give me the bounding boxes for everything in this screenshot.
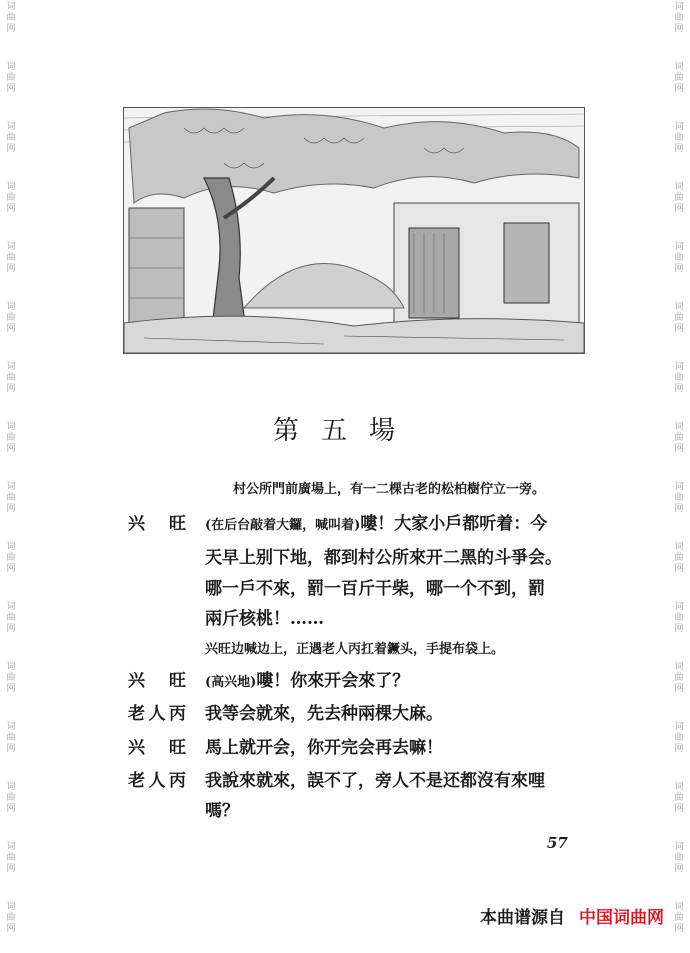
- watermark-glyph: 曲: [674, 313, 684, 323]
- source-prefix: 本曲谱源自: [480, 908, 565, 928]
- dialogue-line: 天早上别下地，都到村公所來开二黑的斗爭会。: [205, 548, 562, 568]
- scene-title: 第五場: [272, 416, 417, 446]
- margin-watermark: [4, 122, 18, 155]
- watermark-glyph: 曲: [6, 613, 16, 623]
- watermark-glyph: 词: [6, 542, 16, 552]
- margin-watermark: [4, 602, 18, 635]
- margin-watermark: [4, 722, 18, 755]
- watermark-glyph: 曲: [6, 493, 16, 503]
- dialogue-line: [205, 666, 409, 691]
- watermark-glyph: 网: [6, 744, 16, 754]
- watermark-glyph: 网: [674, 24, 684, 34]
- watermark-glyph: 曲: [6, 793, 16, 803]
- watermark-glyph: 网: [674, 684, 684, 694]
- watermark-glyph: 词: [674, 842, 684, 852]
- watermark-glyph: 网: [674, 564, 684, 574]
- watermark-glyph: 网: [6, 444, 16, 454]
- acting-direction: (高兴地): [205, 675, 257, 690]
- watermark-glyph: 网: [6, 864, 16, 874]
- watermark-glyph: 词: [6, 122, 16, 132]
- watermark-glyph: 曲: [6, 133, 16, 143]
- dialogue-line: 嗎？: [205, 801, 239, 821]
- speaker-label: 兴 旺: [128, 671, 186, 691]
- margin-watermark: [672, 782, 686, 815]
- watermark-glyph: 曲: [674, 253, 684, 263]
- watermark-glyph: 网: [674, 84, 684, 94]
- watermark-glyph: 曲: [6, 313, 16, 323]
- speaker-label: 老人丙: [128, 704, 186, 724]
- watermark-glyph: 词: [674, 182, 684, 192]
- margin-watermark: [672, 482, 686, 515]
- source-site-link[interactable]: 中国词曲网: [579, 908, 664, 928]
- margin-watermark: [672, 182, 686, 215]
- margin-watermark: [672, 62, 686, 95]
- watermark-glyph: 词: [674, 902, 684, 912]
- margin-watermark: [4, 302, 18, 335]
- source-credit: [480, 903, 664, 928]
- watermark-glyph: 词: [674, 482, 684, 492]
- stage-direction: 村公所門前廣場上，有一二棵古老的松柏樹佇立一旁。: [233, 482, 546, 497]
- margin-watermark: [672, 662, 686, 695]
- watermark-glyph: 曲: [674, 133, 684, 143]
- watermark-glyph: 网: [674, 804, 684, 814]
- watermark-glyph: 网: [674, 924, 684, 934]
- watermark-glyph: 网: [674, 744, 684, 754]
- watermark-glyph: 曲: [674, 913, 684, 923]
- watermark-glyph: 词: [674, 422, 684, 432]
- watermark-glyph: 词: [6, 422, 16, 432]
- watermark-glyph: 曲: [6, 373, 16, 383]
- watermark-glyph: 曲: [6, 553, 16, 563]
- watermark-glyph: 词: [6, 182, 16, 192]
- watermark-glyph: 网: [6, 624, 16, 634]
- margin-watermark: [4, 842, 18, 875]
- watermark-glyph: 网: [6, 384, 16, 394]
- watermark-glyph: 网: [6, 144, 16, 154]
- margin-watermark: [4, 362, 18, 395]
- dialogue-line: 我等会就來，先去种兩棵大麻。: [205, 704, 443, 724]
- dialogue-line: 馬上就开会，你开完会再去嘛！: [205, 738, 443, 758]
- watermark-glyph: 曲: [674, 193, 684, 203]
- watermark-glyph: 词: [674, 242, 684, 252]
- acting-direction: (在后台敲着大鑼，喊叫着): [205, 518, 361, 533]
- margin-watermark: [672, 302, 686, 335]
- watermark-glyph: 网: [6, 204, 16, 214]
- margin-watermark: [672, 242, 686, 275]
- watermark-glyph: 曲: [6, 433, 16, 443]
- landscape-illustration-icon: [124, 108, 584, 353]
- watermark-glyph: 网: [6, 24, 16, 34]
- margin-watermark: [4, 662, 18, 695]
- margin-watermark: [4, 782, 18, 815]
- watermark-glyph: 曲: [6, 253, 16, 263]
- watermark-glyph: 网: [674, 204, 684, 214]
- watermark-glyph: 词: [6, 782, 16, 792]
- scene-illustration: [123, 107, 585, 354]
- page-number: 57: [547, 834, 568, 852]
- watermark-glyph: 词: [6, 242, 16, 252]
- watermark-glyph: 网: [6, 684, 16, 694]
- dialogue-line: 我說來就來，誤不了，旁人不是还都沒有來哩: [205, 771, 545, 791]
- margin-watermark: [672, 902, 686, 935]
- watermark-glyph: 词: [6, 662, 16, 672]
- watermark-glyph: 网: [674, 864, 684, 874]
- margin-watermark: [672, 2, 686, 35]
- dialogue-line: [205, 509, 547, 534]
- watermark-glyph: 曲: [6, 673, 16, 683]
- watermark-glyph: 曲: [674, 853, 684, 863]
- stage-direction: 兴旺边喊边上，正遇老人丙扛着鐝头，手提布袋上。: [205, 642, 505, 657]
- watermark-glyph: 曲: [674, 673, 684, 683]
- watermark-glyph: 曲: [674, 493, 684, 503]
- watermark-glyph: 曲: [6, 913, 16, 923]
- watermark-glyph: 曲: [6, 853, 16, 863]
- watermark-glyph: 词: [6, 722, 16, 732]
- watermark-glyph: 词: [674, 302, 684, 312]
- watermark-glyph: 词: [674, 62, 684, 72]
- dialogue-text: 嘍！你來开会來了？: [256, 671, 410, 691]
- watermark-glyph: 网: [674, 624, 684, 634]
- dialogue-line: 兩斤核桃！……: [205, 609, 324, 629]
- watermark-glyph: 网: [674, 384, 684, 394]
- margin-watermark: [4, 2, 18, 35]
- watermark-glyph: 词: [6, 902, 16, 912]
- speaker-label: 兴 旺: [128, 738, 186, 758]
- margin-watermark: [672, 122, 686, 155]
- watermark-glyph: 词: [674, 122, 684, 132]
- watermark-glyph: 词: [674, 782, 684, 792]
- margin-watermark: [672, 842, 686, 875]
- dialogue-line: 哪一戶不來，罰一百斤干柴，哪一个不到，罰: [205, 579, 545, 599]
- watermark-glyph: 词: [674, 722, 684, 732]
- watermark-glyph: 词: [674, 362, 684, 372]
- watermark-glyph: 曲: [674, 13, 684, 23]
- watermark-glyph: 词: [6, 302, 16, 312]
- watermark-glyph: 网: [6, 84, 16, 94]
- dialogue-text: 嘍！大家小戶都听着：今: [360, 514, 548, 534]
- watermark-glyph: 曲: [6, 733, 16, 743]
- watermark-glyph: 词: [6, 482, 16, 492]
- watermark-glyph: 网: [674, 144, 684, 154]
- watermark-glyph: 曲: [674, 553, 684, 563]
- watermark-glyph: 网: [6, 924, 16, 934]
- watermark-glyph: 网: [674, 444, 684, 454]
- watermark-glyph: 曲: [674, 733, 684, 743]
- watermark-glyph: 词: [6, 362, 16, 372]
- speaker-label: 老人丙: [128, 771, 186, 791]
- watermark-glyph: 曲: [674, 793, 684, 803]
- speaker-label: 兴 旺: [128, 514, 186, 534]
- margin-watermark: [4, 542, 18, 575]
- watermark-glyph: 词: [6, 602, 16, 612]
- margin-watermark: [672, 362, 686, 395]
- watermark-glyph: 词: [674, 602, 684, 612]
- margin-watermark: [4, 242, 18, 275]
- watermark-glyph: 网: [6, 264, 16, 274]
- watermark-glyph: 曲: [6, 73, 16, 83]
- margin-watermark: [672, 722, 686, 755]
- watermark-glyph: 曲: [674, 613, 684, 623]
- margin-watermark: [4, 182, 18, 215]
- watermark-glyph: 网: [674, 324, 684, 334]
- watermark-glyph: 网: [6, 504, 16, 514]
- watermark-glyph: 词: [6, 842, 16, 852]
- watermark-glyph: 曲: [6, 13, 16, 23]
- margin-watermark: [4, 62, 18, 95]
- watermark-glyph: 曲: [674, 373, 684, 383]
- margin-watermark: [4, 482, 18, 515]
- watermark-glyph: 词: [6, 2, 16, 12]
- watermark-glyph: 曲: [674, 73, 684, 83]
- watermark-glyph: 网: [6, 564, 16, 574]
- watermark-glyph: 词: [674, 2, 684, 12]
- margin-watermark: [4, 902, 18, 935]
- watermark-glyph: 词: [674, 662, 684, 672]
- watermark-glyph: 网: [674, 264, 684, 274]
- watermark-glyph: 词: [6, 62, 16, 72]
- margin-watermark: [672, 542, 686, 575]
- watermark-glyph: 词: [674, 542, 684, 552]
- watermark-glyph: 网: [6, 804, 16, 814]
- margin-watermark: [672, 602, 686, 635]
- watermark-glyph: 曲: [6, 193, 16, 203]
- watermark-glyph: 曲: [674, 433, 684, 443]
- watermark-glyph: 网: [674, 504, 684, 514]
- watermark-glyph: 网: [6, 324, 16, 334]
